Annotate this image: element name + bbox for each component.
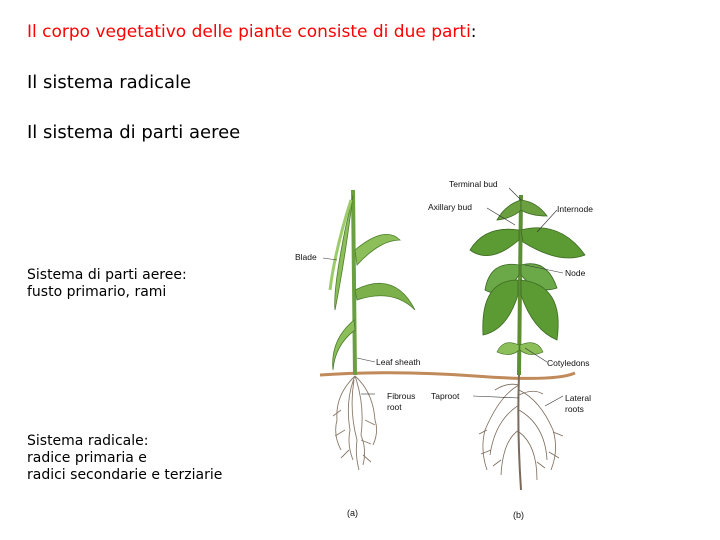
label-taproot: Taproot	[431, 391, 460, 401]
label-fibrous-root-2: root	[387, 402, 402, 412]
dicot-plant	[470, 195, 585, 375]
aerial-caption-line: Sistema di parti aeree:	[27, 267, 187, 283]
label-leaf-sheath: Leaf sheath	[376, 357, 421, 367]
root-caption-line: radice primaria e	[27, 450, 147, 466]
root-caption	[27, 433, 222, 484]
root-system-item: Il sistema radicale	[27, 72, 192, 93]
label-internode: Internode	[557, 204, 593, 214]
soil-line	[320, 373, 575, 379]
label-panel-a: (a)	[347, 508, 358, 518]
root-caption-line: Sistema radicale:	[27, 433, 149, 449]
label-axillary-bud: Axillary bud	[428, 202, 472, 212]
label-fibrous-root-1: Fibrous	[387, 391, 416, 401]
root-caption-line: radici secondarie e terziarie	[27, 467, 223, 483]
plant-diagram	[275, 170, 620, 525]
label-panel-b: (b)	[513, 510, 524, 520]
aerial-system-item: Il sistema di parti aeree	[27, 122, 241, 143]
aerial-caption	[27, 267, 187, 301]
taproot-system	[479, 375, 563, 490]
label-lateral-roots-2: roots	[565, 404, 584, 414]
label-node: Node	[565, 268, 586, 278]
slide-title-text: Il corpo vegetativo delle piante consiste di due parti	[27, 22, 471, 42]
label-cotyledons: Cotyledons	[547, 358, 590, 368]
slide-title	[27, 22, 477, 42]
label-lateral-roots-1: Lateral	[565, 393, 591, 403]
aerial-caption-line: fusto primario, rami	[27, 284, 167, 300]
label-blade: Blade	[295, 252, 317, 262]
slide-title-colon: :	[470, 22, 477, 42]
label-terminal-bud: Terminal bud	[449, 179, 498, 189]
monocot-plant	[330, 190, 415, 375]
fibrous-roots	[333, 376, 377, 470]
